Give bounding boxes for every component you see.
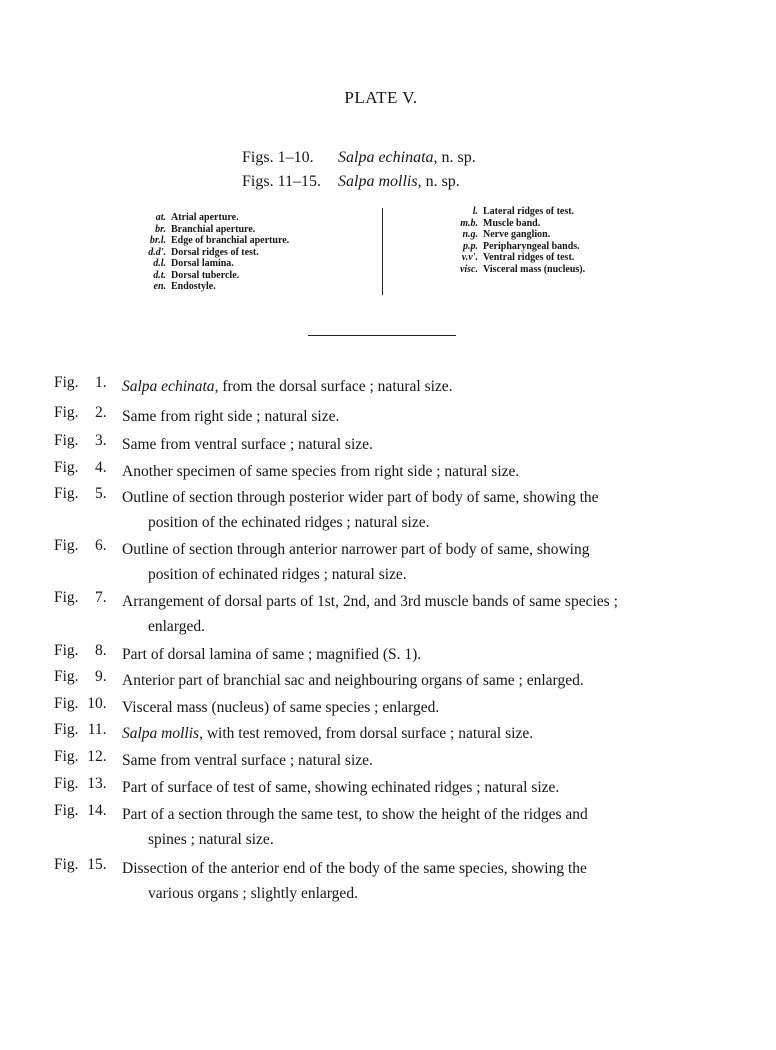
legend-row bbox=[440, 218, 585, 230]
fig-word: Fig. bbox=[54, 748, 79, 765]
figure-number: 7. bbox=[94, 589, 107, 606]
caption-line-continued: enlarged. bbox=[148, 618, 205, 635]
legend-row bbox=[440, 206, 585, 218]
legend-text: Dorsal ridges of test. bbox=[171, 246, 259, 258]
figure-label bbox=[54, 695, 107, 713]
legend-text: Endostyle. bbox=[171, 281, 216, 292]
caption-line-continued: position of echinated ridges ; natural size. bbox=[148, 566, 407, 583]
section-rule bbox=[308, 335, 456, 336]
caption-line: , from the dorsal surface ; natural size. bbox=[214, 378, 453, 395]
legend-text: Dorsal lamina. bbox=[171, 258, 234, 269]
fig-word: Fig. bbox=[54, 404, 79, 421]
figure-label bbox=[54, 432, 107, 450]
species-name: Salpa mollis bbox=[338, 173, 418, 190]
figure-label bbox=[54, 856, 107, 874]
figure-caption bbox=[54, 802, 734, 852]
fig-word: Fig. bbox=[54, 802, 79, 819]
figure-text bbox=[122, 802, 734, 852]
legend-abbr: en. bbox=[153, 281, 166, 292]
caption-line: Visceral mass (nucleus) of same species ; enlarged. bbox=[122, 699, 440, 716]
figure-label bbox=[54, 748, 107, 766]
legend-abbr: p.p. bbox=[463, 240, 478, 252]
figure-label bbox=[54, 642, 107, 660]
caption-line: Part of dorsal lamina of same ; magnified (S. 1). bbox=[122, 646, 422, 663]
figure-label bbox=[54, 459, 107, 477]
figure-caption bbox=[54, 537, 734, 587]
legend-row bbox=[130, 247, 289, 259]
legend-abbr: br. bbox=[155, 223, 166, 235]
fig-word: Fig. bbox=[54, 374, 79, 391]
figure-text bbox=[122, 775, 734, 800]
caption-line: , with test removed, from dorsal surface ; natural size. bbox=[199, 725, 534, 742]
legend-abbr: v.v'. bbox=[461, 252, 478, 263]
figure-number: 1. bbox=[94, 374, 107, 391]
caption-line-continued: position of the echinated ridges ; natural size. bbox=[148, 514, 430, 531]
legend-abbr: br.l. bbox=[149, 235, 166, 246]
fig-word: Fig. bbox=[54, 485, 79, 502]
fig-word: Fig. bbox=[54, 537, 79, 554]
legend-abbr: visc. bbox=[459, 263, 478, 275]
figure-text bbox=[122, 668, 734, 693]
caption-line: Same from ventral surface ; natural size. bbox=[122, 752, 373, 769]
fig-word: Fig. bbox=[54, 642, 79, 659]
figure-text bbox=[122, 485, 734, 535]
figure-caption bbox=[54, 856, 734, 906]
caption-line: Outline of section through anterior narrower part of body of same, showing bbox=[122, 541, 590, 558]
legend-text: Lateral ridges of test. bbox=[483, 206, 575, 217]
figure-label bbox=[54, 721, 107, 739]
species-name: Salpa mollis bbox=[122, 725, 200, 742]
species-name: Salpa echinata bbox=[122, 378, 215, 395]
figure-text bbox=[122, 642, 734, 667]
plate-title: PLATE V. bbox=[344, 88, 418, 107]
figure-caption bbox=[54, 404, 734, 429]
figure-text bbox=[122, 404, 734, 429]
legend-abbr: n.g. bbox=[462, 229, 478, 240]
figure-caption bbox=[54, 485, 734, 535]
species-line bbox=[242, 170, 476, 194]
legend-text: Peripharyngeal bands. bbox=[483, 240, 580, 252]
caption-line: Dissection of the anterior end of the body of the same species, showing the bbox=[122, 860, 587, 877]
abbreviation-legend-left bbox=[130, 212, 289, 293]
caption-line: Same from ventral surface ; natural size. bbox=[122, 436, 373, 453]
caption-line: Another specimen of same species from right side ; natural size. bbox=[122, 463, 520, 480]
figure-text bbox=[122, 432, 734, 457]
caption-line-continued: various organs ; slightly enlarged. bbox=[148, 885, 358, 902]
figure-number: 13. bbox=[87, 775, 107, 792]
fig-word: Fig. bbox=[54, 775, 79, 792]
figure-label bbox=[54, 374, 107, 392]
figure-caption bbox=[54, 589, 734, 639]
legend-row bbox=[440, 264, 585, 276]
caption-line: Anterior part of branchial sac and neighbouring organs of same ; enlarged. bbox=[122, 672, 584, 689]
figure-number: 14. bbox=[87, 802, 107, 819]
legend-abbr: d.t. bbox=[153, 269, 166, 281]
figure-text bbox=[122, 721, 734, 746]
legend-text: Branchial aperture. bbox=[171, 223, 256, 235]
figure-caption bbox=[54, 642, 734, 667]
legend-text: Atrial aperture. bbox=[171, 212, 239, 223]
figure-text bbox=[122, 537, 734, 587]
caption-line-continued: spines ; natural size. bbox=[148, 831, 274, 848]
legend-abbr: l. bbox=[472, 206, 478, 217]
species-name: Salpa echinata bbox=[338, 149, 434, 166]
legend-row bbox=[440, 229, 585, 241]
figure-number: 11. bbox=[87, 721, 107, 738]
legend-row bbox=[130, 224, 289, 236]
fig-word: Fig. bbox=[54, 668, 79, 685]
fig-word: Fig. bbox=[54, 856, 79, 873]
figure-number: 15. bbox=[87, 856, 107, 873]
species-header bbox=[242, 146, 476, 194]
figure-caption bbox=[54, 374, 734, 399]
legend-row bbox=[130, 235, 289, 247]
abbreviation-legend-right bbox=[440, 206, 585, 275]
figure-number: 3. bbox=[94, 432, 107, 449]
figure-label bbox=[54, 589, 107, 607]
legend-abbr: d.l. bbox=[153, 258, 166, 269]
figure-text bbox=[122, 459, 734, 484]
legend-abbr: d.d'. bbox=[148, 246, 166, 258]
figure-text bbox=[122, 695, 734, 720]
figure-label bbox=[54, 404, 107, 422]
caption-line: Part of a section through the same test, to show the height of the ridges and bbox=[122, 806, 588, 823]
fig-word: Fig. bbox=[54, 459, 79, 476]
figure-caption bbox=[54, 459, 734, 484]
species-line bbox=[242, 146, 476, 170]
legend-text: Edge of branchial aperture. bbox=[171, 235, 290, 246]
figure-caption bbox=[54, 775, 734, 800]
figure-caption bbox=[54, 432, 734, 457]
figure-number: 4. bbox=[94, 459, 107, 476]
figure-caption bbox=[54, 721, 734, 746]
figure-label bbox=[54, 485, 107, 503]
figure-number: 10. bbox=[87, 695, 107, 712]
legend-text: Dorsal tubercle. bbox=[171, 269, 240, 281]
caption-line: Part of surface of test of same, showing echinated ridges ; natural size. bbox=[122, 779, 560, 796]
fig-word: Fig. bbox=[54, 432, 79, 449]
legend-row bbox=[440, 252, 585, 264]
legend-row bbox=[130, 281, 289, 293]
figure-range: Figs. 11–15. bbox=[242, 173, 321, 190]
legend-divider bbox=[382, 208, 383, 295]
figure-number: 2. bbox=[94, 404, 107, 421]
figure-text bbox=[122, 856, 734, 906]
figure-label bbox=[54, 802, 107, 820]
figure-number: 8. bbox=[94, 642, 107, 659]
fig-word: Fig. bbox=[54, 589, 79, 606]
legend-abbr: at. bbox=[155, 212, 166, 223]
species-suffix: , n. sp. bbox=[417, 173, 460, 190]
legend-text: Visceral mass (nucleus). bbox=[483, 263, 586, 275]
figure-text bbox=[122, 748, 734, 773]
legend-row bbox=[440, 241, 585, 253]
species-suffix: , n. sp. bbox=[433, 149, 476, 166]
figure-caption bbox=[54, 695, 734, 720]
legend-abbr: m.b. bbox=[460, 217, 478, 229]
legend-text: Ventral ridges of test. bbox=[483, 252, 575, 263]
figure-label bbox=[54, 537, 107, 555]
caption-line: Outline of section through posterior wider part of body of same, showing the bbox=[122, 489, 599, 506]
legend-text: Muscle band. bbox=[483, 217, 541, 229]
figure-number: 6. bbox=[94, 537, 107, 554]
fig-word: Fig. bbox=[54, 695, 79, 712]
legend-row bbox=[130, 270, 289, 282]
figure-number: 12. bbox=[87, 748, 107, 765]
figure-number: 9. bbox=[94, 668, 107, 685]
caption-line: Arrangement of dorsal parts of 1st, 2nd, and 3rd muscle bands of same species ; bbox=[122, 593, 618, 610]
figure-text bbox=[122, 374, 734, 399]
figure-caption bbox=[54, 668, 734, 693]
legend-text: Nerve ganglion. bbox=[483, 229, 551, 240]
figure-number: 5. bbox=[94, 485, 107, 502]
figure-caption bbox=[54, 748, 734, 773]
figure-range: Figs. 1–10. bbox=[242, 149, 314, 166]
figure-text bbox=[122, 589, 734, 639]
legend-row bbox=[130, 258, 289, 270]
fig-word: Fig. bbox=[54, 721, 79, 738]
figure-label bbox=[54, 775, 107, 793]
legend-row bbox=[130, 212, 289, 224]
figure-label bbox=[54, 668, 107, 686]
caption-line: Same from right side ; natural size. bbox=[122, 408, 340, 425]
